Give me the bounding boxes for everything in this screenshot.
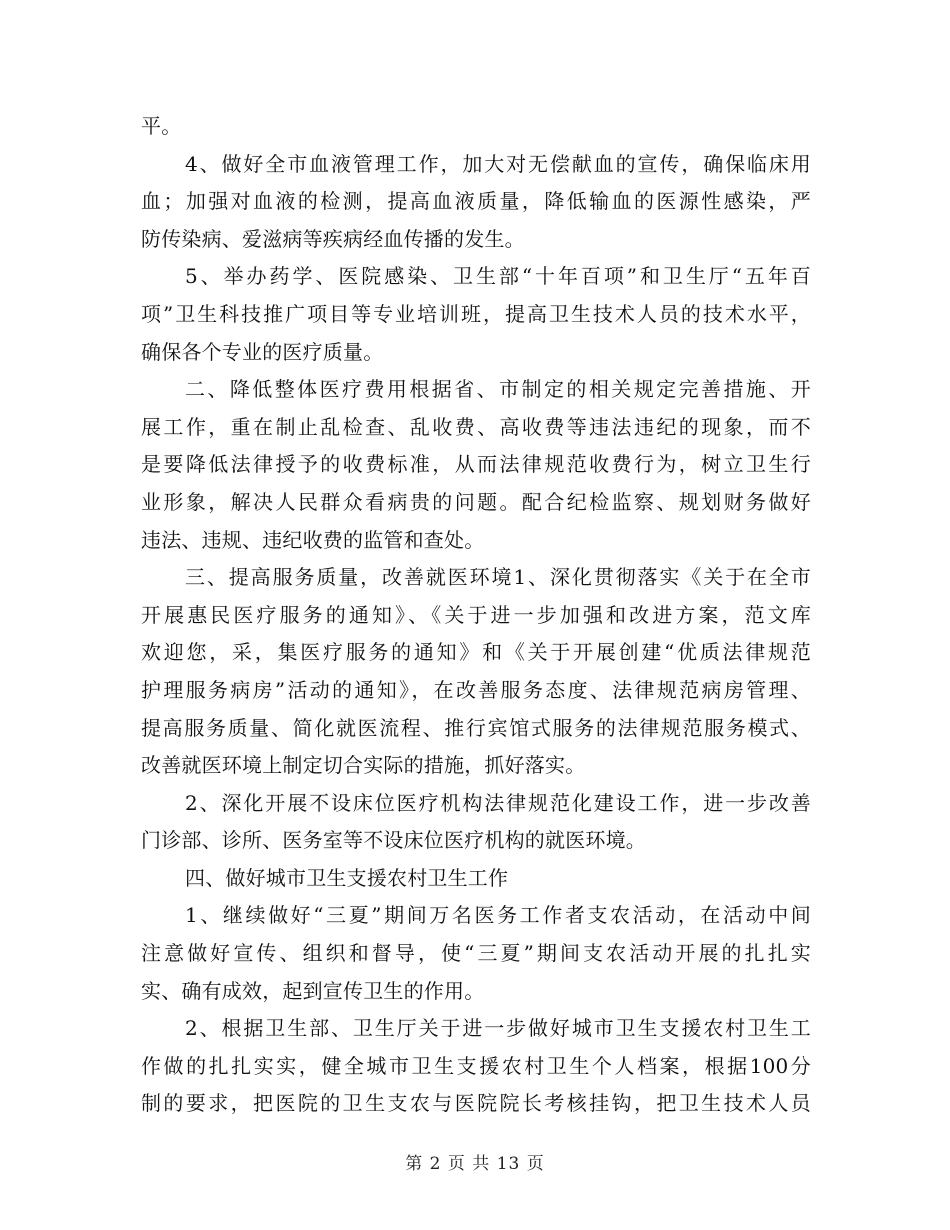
text-line: 血；加强对血液的检测，提高血液质量，降低输血的医源性感染，严 (141, 189, 811, 214)
text-line: 欢迎您，采，集医疗服务的通知》和《关于开展创建“优质法律规范 (141, 640, 811, 665)
text-line: 门诊部、诊所、医务室等不设床位医疗机构的就医环境。 (141, 828, 646, 853)
text-line: 二、降低整体医疗费用根据省、市制定的相关规定完善措施、开 (185, 377, 811, 402)
text-line: 注意做好宣传、组织和督导，使“三夏”期间支农活动开展的扎扎实 (141, 941, 811, 966)
text-line: 4、做好全市血液管理工作，加大对无偿献血的宣传，确保临床用 (185, 151, 811, 176)
text-line: 开展惠民医疗服务的通知》、《关于进一步加强和改进方案，范文库 (141, 602, 811, 627)
text-line: 2、深化开展不设床位医疗机构法律规范化建设工作，进一步改善 (185, 790, 811, 815)
text-line: 防传染病、爱滋病等疾病经血传播的发生。 (141, 226, 525, 251)
text-line: 制的要求，把医院的卫生支农与医院院长考核挂钩，把卫生技术人员 (141, 1091, 811, 1116)
document-body (141, 108, 811, 1123)
text-line: 作做的扎扎实实，健全城市卫生支援农村卫生个人档案，根据100分 (141, 1053, 811, 1078)
text-line: 项”卫生科技推广项目等专业培训班，提高卫生技术人员的技术水平， (141, 301, 811, 326)
page-number-footer: 第 2 页 共 13 页 (405, 1154, 545, 1174)
text-line: 业形象，解决人民群众看病贵的问题。配合纪检监察、规划财务做好 (141, 489, 811, 514)
text-line: 确保各个专业的医疗质量。 (141, 339, 384, 364)
text-line: 是要降低法律授予的收费标准，从而法律规范收费行为，树立卫生行 (141, 452, 811, 477)
text-line: 实、确有成效，起到宣传卫生的作用。 (141, 978, 485, 1003)
text-line: 2、根据卫生部、卫生厅关于进一步做好城市卫生支援农村卫生工 (185, 1016, 811, 1041)
text-line: 1、继续做好“三夏”期间万名医务工作者支农活动，在活动中间 (185, 903, 811, 928)
text-line: 展工作，重在制止乱检查、乱收费、高收费等违法违纪的现象，而不 (141, 414, 811, 439)
text-line: 5、举办药学、医院感染、卫生部“十年百项”和卫生厅“五年百 (185, 264, 811, 289)
text-line: 提高服务质量、简化就医流程、推行宾馆式服务的法律规范服务模式、 (141, 715, 811, 740)
text-line: 护理服务病房”活动的通知》，在改善服务态度、法律规范病房管理、 (141, 677, 811, 702)
section-heading: 四、做好城市卫生支援农村卫生工作 (185, 865, 509, 890)
text-line: 三、提高服务质量，改善就医环境1、深化贯彻落实《关于在全市 (185, 565, 811, 590)
text-line: 改善就医环境上制定切合实际的措施，抓好落实。 (141, 753, 586, 778)
text-line: 平。 (141, 114, 182, 138)
text-line: 违法、违规、违纪收费的监管和查处。 (141, 527, 485, 552)
